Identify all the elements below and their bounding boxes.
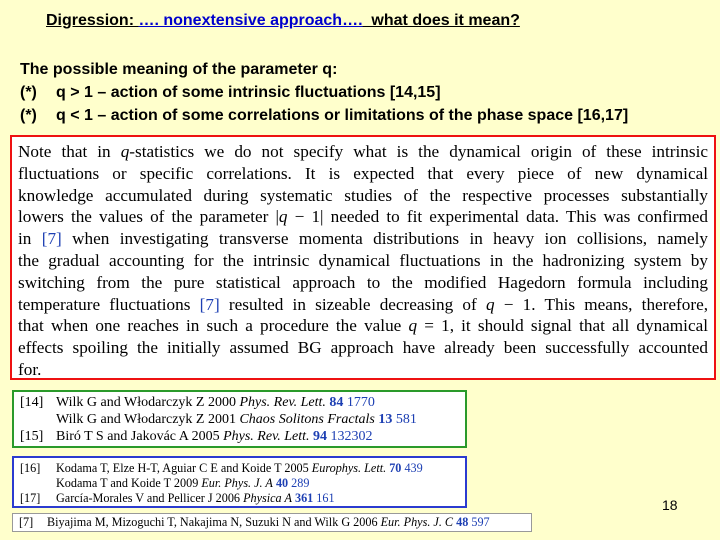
quote-line: switching from the pure statistical approach to the modified Hagedorn formula including: [18, 272, 708, 292]
bullet-marker: (*): [20, 84, 37, 101]
reference-entry: [16] Kodama T, Elze H-T, Aguiar C E and Koide T 2005 Europhys. Lett. 70 439: [20, 461, 423, 475]
references-box-correlations: [12, 456, 467, 508]
reference-entry: [15] Biró T S and Jakovác A 2005 Phys. Rev. Lett. 94 132302: [20, 429, 373, 444]
bullet-marker: (*): [20, 107, 37, 124]
quote-line: temperature fluctuations [7] resulted in sizeable decreasing of q − 1. This means, therefore,: [18, 294, 708, 314]
quote-line: the gradual accounting for the intrinsic dynamical fluctuations in the hadronizing system by: [18, 250, 708, 270]
slide-title: [46, 12, 520, 30]
title-lead: Digression:: [46, 12, 139, 29]
title-tail: what does it mean?: [362, 12, 520, 29]
intro-item-text: q < 1 – action of some correlations or limitations of the phase space [16,17]: [56, 107, 629, 124]
quote-line: Note that in q-statistics we do not specify what is the dynamical origin of these intrinsic: [18, 142, 708, 161]
quoted-paragraph: [10, 135, 716, 380]
reference-entry: [14] Wilk G and Włodarczyk Z 2000 Phys. Rev. Lett. 84 1770: [20, 395, 375, 410]
title-link[interactable]: …. nonextensive approach….: [138, 12, 363, 29]
reference-box-7: [12, 513, 532, 532]
intro-item-text: q > 1 – action of some intrinsic fluctuations [14,15]: [56, 84, 441, 101]
quote-line: lowers the values of the parameter |q − 1| needed to fit experimental data. This was confirmed: [18, 207, 709, 227]
references-box-fluctuations: [12, 390, 467, 448]
intro-block: [20, 58, 628, 127]
quote-line: effects spoiling the initially assumed BG approach have already been successfully accounted: [18, 338, 708, 358]
quote-line: knowledge accumulated during systematic studies of the respective processes substantially: [18, 185, 708, 205]
slide-number: 18: [662, 497, 678, 513]
reference-entry: [7] Biyajima M, Mizoguchi T, Nakajima N, Suzuki N and Wilk G 2006 Eur. Phys. J. C 48 597: [19, 515, 490, 529]
citation-link[interactable]: [7]: [199, 294, 220, 314]
quote-line: fluctuations or specific correlations. It is expected that every piece of new dynamical: [18, 163, 708, 183]
citation-link[interactable]: [7]: [41, 229, 62, 249]
reference-entry: [17] García-Morales V and Pellicer J 2006 Physica A 361 161: [20, 491, 335, 505]
intro-item: [20, 81, 628, 104]
reference-entry: Wilk G and Włodarczyk Z 2001 Chaos Solitons Fractals 13 581: [56, 412, 417, 427]
quote-line: in [7] when investigating transverse momenta distributions in heavy ion collisions, namely: [18, 229, 708, 249]
intro-item: [20, 104, 628, 127]
quote-line: that when one reaches in such a procedure the value q = 1, it should signal that all dynamical: [18, 316, 708, 336]
intro-line: The possible meaning of the parameter q:: [20, 61, 338, 78]
reference-entry: Kodama T and Koide T 2009 Eur. Phys. J. A 40 289: [56, 476, 310, 490]
quote-line: for.: [18, 359, 42, 379]
